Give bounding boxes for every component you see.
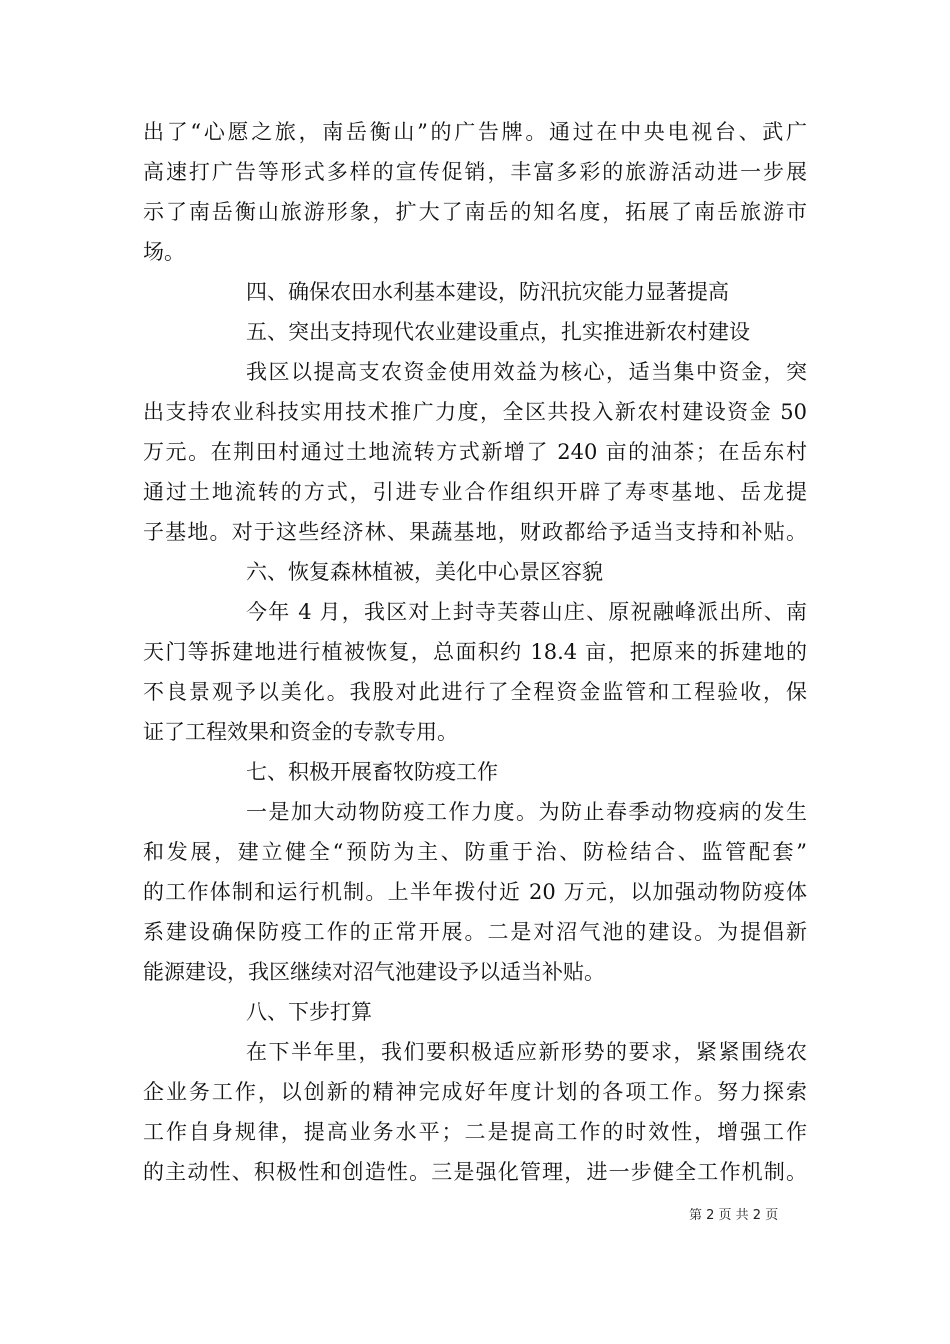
- page-number-footer: 第 2 页 共 2 页: [689, 1208, 779, 1223]
- document-body: [143, 112, 807, 1192]
- text-line: 的工作体制和运行机制。上半年拨付近 20 万元，以加强动物防疫体: [143, 880, 807, 904]
- text-line: 和发展，建立健全“预防为主、防重于治、防检结合、监管配套”: [143, 840, 807, 864]
- text-line: 一是加大动物防疫工作力度。为防止春季动物疫病的发生: [246, 800, 807, 824]
- text-line: 高速打广告等形式多样的宣传促销，丰富多彩的旅游活动进一步展: [143, 160, 807, 184]
- text-line: 不良景观予以美化。我股对此进行了全程资金监管和工程验收，保: [143, 680, 807, 704]
- text-line: 出支持农业科技实用技术推广力度，全区共投入新农村建设资金 50: [143, 400, 807, 424]
- text-line: 场。: [143, 240, 185, 264]
- text-line: 示了南岳衡山旅游形象，扩大了南岳的知名度，拓展了南岳旅游市: [143, 200, 807, 224]
- section-heading: 六、恢复森林植被，美化中心景区容貌: [246, 560, 603, 584]
- text-line: 的主动性、积极性和创造性。三是强化管理，进一步健全工作机制。: [143, 1160, 807, 1184]
- text-line: 证了工程效果和资金的专款专用。: [143, 720, 458, 744]
- section-heading: 八、下步打算: [246, 1000, 372, 1024]
- text-line: 在下半年里，我们要积极适应新形势的要求，紧紧围绕农: [246, 1040, 807, 1064]
- text-line: 我区以提高支农资金使用效益为核心，适当集中资金，突: [246, 360, 807, 384]
- section-heading: 七、积极开展畜牧防疫工作: [246, 760, 498, 784]
- text-line: 系建设确保防疫工作的正常开展。二是对沼气池的建设。为提倡新: [143, 920, 807, 944]
- text-line: 天门等拆建地进行植被恢复，总面积约 18.4 亩，把原来的拆建地的: [143, 640, 807, 664]
- text-line: 能源建设，我区继续对沼气池建设予以适当补贴。: [143, 960, 605, 984]
- text-line: 子基地。对于这些经济林、果蔬基地，财政都给予适当支持和补贴。: [143, 520, 807, 544]
- text-line: 万元。在荆田村通过土地流转方式新增了 240 亩的油茶；在岳东村: [143, 440, 807, 464]
- text-line: 通过土地流转的方式，引进专业合作组织开辟了寿枣基地、岳龙提: [143, 480, 807, 504]
- text-line: 今年 4 月，我区对上封寺芙蓉山庄、原祝融峰派出所、南: [246, 600, 807, 624]
- text-line: 出了“心愿之旅，南岳衡山”的广告牌。通过在中央电视台、武广: [143, 120, 807, 144]
- text-line: 企业务工作，以创新的精神完成好年度计划的各项工作。努力探索: [143, 1080, 807, 1104]
- section-heading: 五、突出支持现代农业建设重点，扎实推进新农村建设: [246, 320, 750, 344]
- section-heading: 四、确保农田水利基本建设，防汛抗灾能力显著提高: [246, 280, 729, 304]
- text-line: 工作自身规律，提高业务水平；二是提高工作的时效性，增强工作: [143, 1120, 807, 1144]
